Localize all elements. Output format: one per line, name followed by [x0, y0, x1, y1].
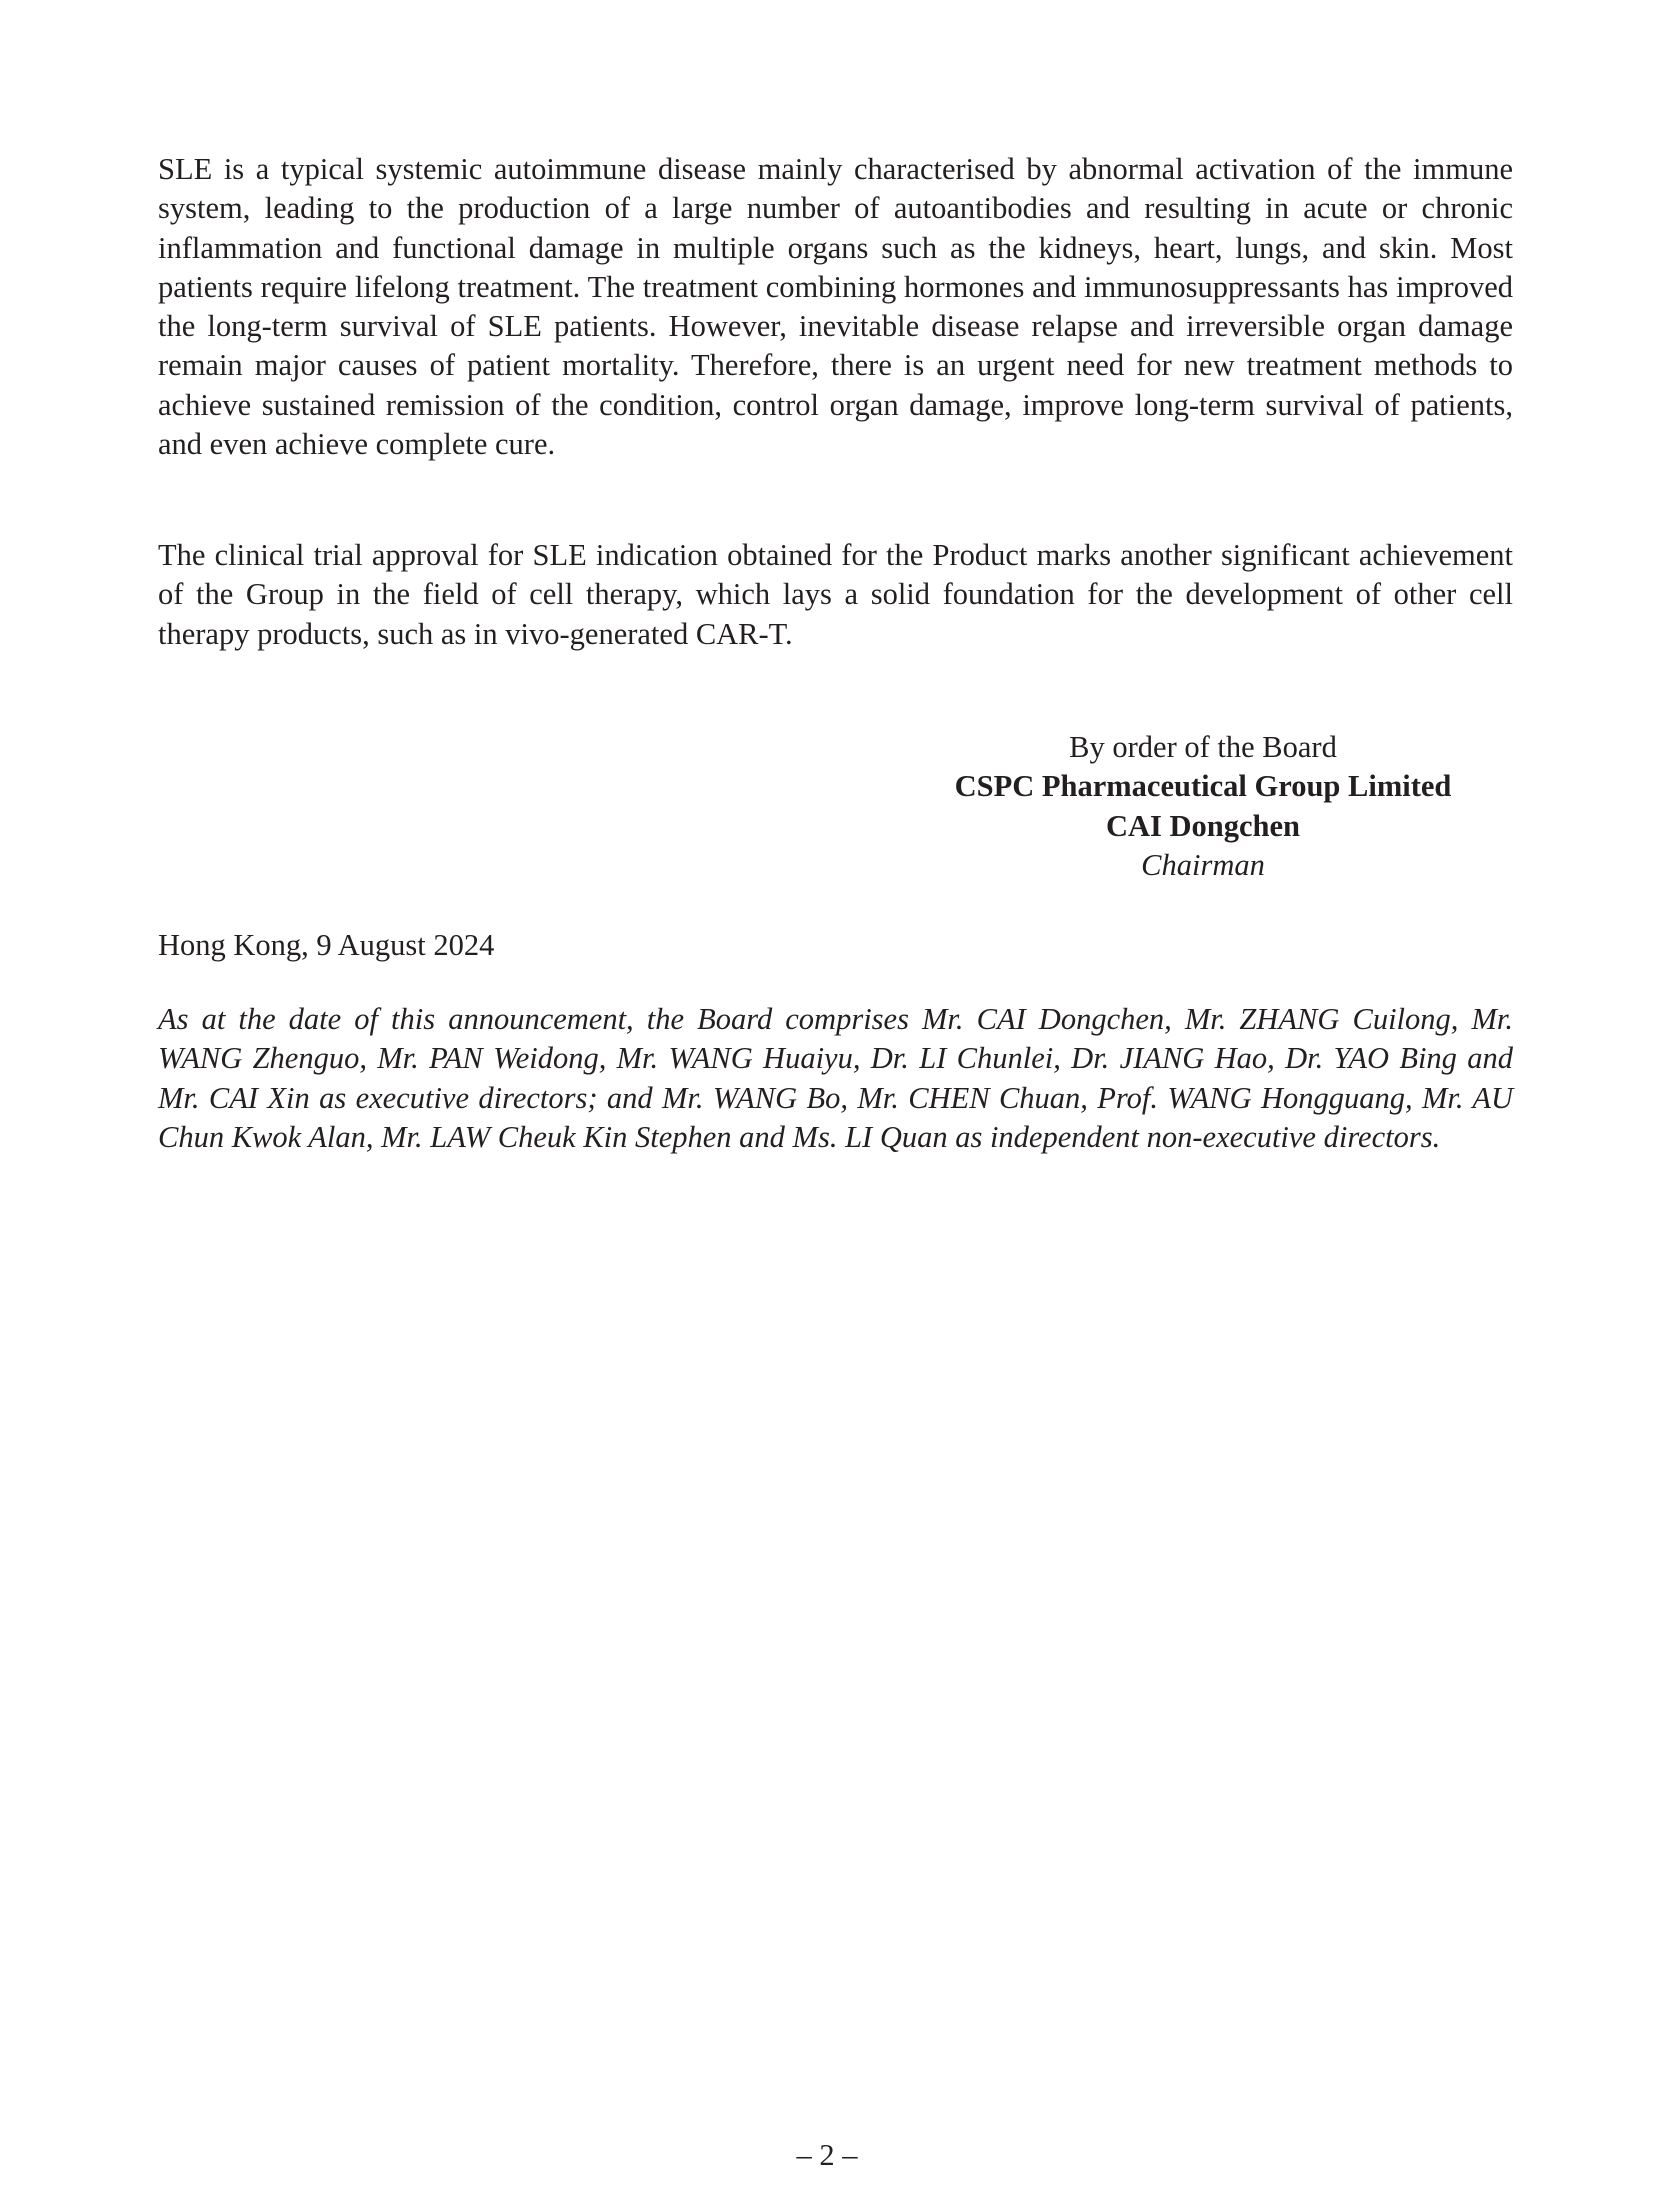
signature-company: CSPC Pharmaceutical Group Limited: [954, 769, 1452, 804]
page-number: – 2 –: [796, 2138, 858, 2172]
board-composition-statement: As at the date of this announcement, the Board comprises Mr. CAI Dongchen, Mr. ZHANG Cuilong, Mr. WANG Zhenguo, Mr. PAN Weidong, Mr. WANG Huaiyu, Dr. LI Chunlei, Dr. JIANG Hao, Dr. YAO Bing and Mr. CAI Xin as executive directors; and Mr. WANG Bo, Mr. CHEN Chuan, Prof. WANG Hongguang, Mr. AU Chun Kwok Alan, Mr. LAW Cheuk Kin Stephen and Ms. LI Quan as independent non-executive directors.: [158, 1002, 1513, 1154]
place-date: Hong Kong, 9 August 2024: [158, 928, 495, 962]
signature-block: [893, 728, 1513, 885]
body-paragraph-sle-description: SLE is a typical systemic autoimmune disease mainly characterised by abnormal activation of the immune system, leading to the production of a large number of autoantibodies and resulting in acute or chronic inflammation and functional damage in multiple organs such as the kidneys, heart, lungs, and skin. Most patients require lifelong treatment. The treatment combining hormones and immunosuppressants has improved the long-term survival of SLE patients. However, inevitable disease relapse and irreversible organ damage remain major causes of patient mortality. Therefore, there is an urgent need for new treatment methods to achieve sustained remission of the condition, control organ damage, improve long-term survival of patients, and even achieve complete cure.: [158, 152, 1513, 462]
signature-title: Chairman: [1141, 847, 1265, 882]
body-paragraph-clinical-trial-approval: The clinical trial approval for SLE indication obtained for the Product marks another significant achievement of the Group in the field of cell therapy, which lays a solid foundation for the development of other cell therapy products, such as in vivo-generated CAR-T.: [158, 538, 1513, 651]
signature-name: CAI Dongchen: [1105, 808, 1301, 843]
signature-order-line: By order of the Board: [1069, 730, 1337, 764]
